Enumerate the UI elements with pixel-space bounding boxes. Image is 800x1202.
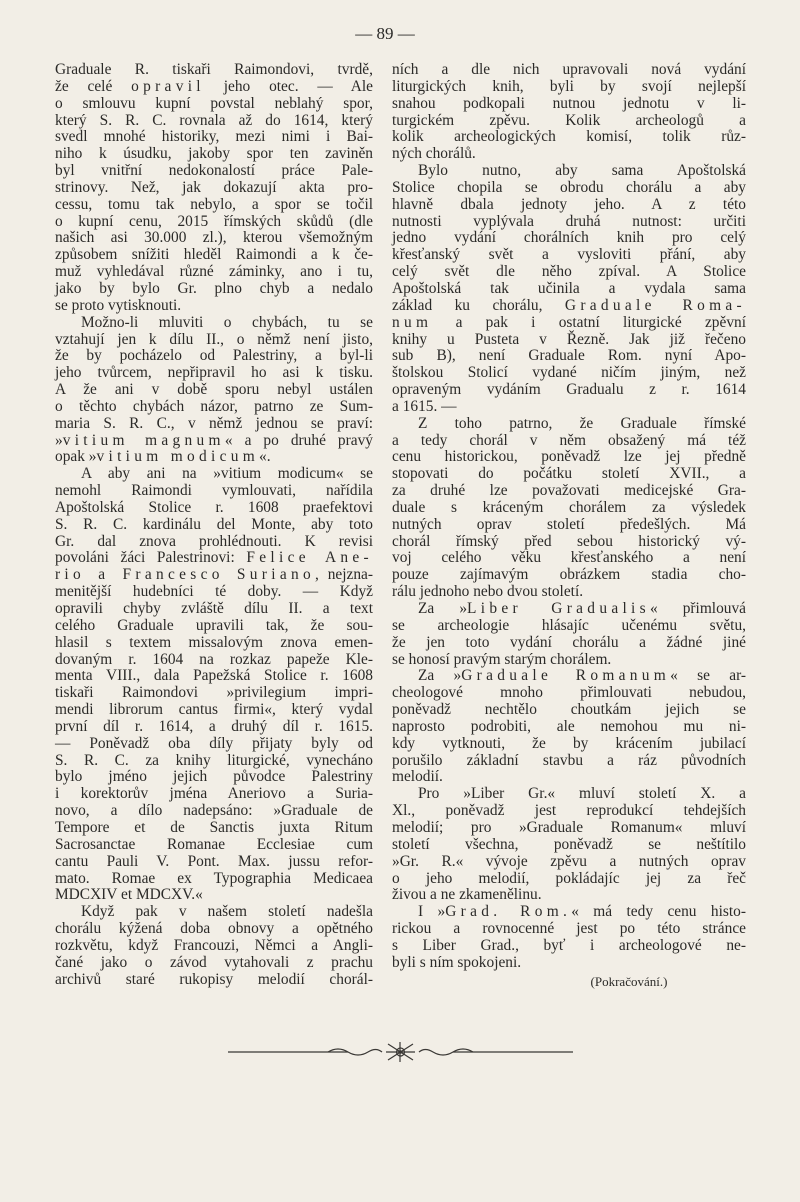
text-line: Z toho patrno, že Graduale římské — [418, 414, 746, 432]
text-segment: « přimlouvá — [649, 600, 746, 617]
text-line: Apoštolská Stolice r. 1608 praefektovi — [55, 498, 373, 516]
text-line: bylo jméno jejich původce Palestriny — [55, 768, 373, 786]
text-line: porušilo základní stavbu a ráz původních — [392, 751, 746, 769]
text-line: melodií. — [392, 768, 443, 786]
text-line: opraveným vydáním Gradualu z r. 1614 — [392, 381, 746, 399]
text-line: se proto vytisknouti. — [55, 296, 182, 314]
paragraph — [392, 163, 746, 416]
text-line: S. R. C. kardinálu del Monte, aby toto — [55, 515, 373, 533]
text-line: cessu, tomu tak nebylo, a spor se točil — [55, 195, 373, 213]
text-line — [392, 668, 746, 685]
text-line: cantu Pauli V. Pont. Max. jussu refor- — [55, 852, 373, 870]
text-line: muž vyhledával různé záminky, ano i tu, — [55, 263, 373, 281]
text-line — [392, 315, 746, 332]
text-segment: Za » — [418, 600, 468, 617]
text-line: první díl r. 1614, a druhý díl r. 1615. — [55, 717, 373, 735]
paragraph — [392, 601, 746, 668]
text-line: archivů staré rukopisy melodií chorál- — [55, 970, 373, 988]
text-line: Možno-li mluviti o chybách, tu se — [81, 313, 373, 331]
text-line: mendi librorum cantus firmi«, který vydal — [55, 701, 373, 719]
text-line: a tedy chorál v něm obsažený má též — [392, 431, 746, 449]
text-line: Stolice chopila se obrodu chorálu a aby — [392, 178, 746, 196]
text-segment: « se ar- — [670, 667, 747, 685]
text-segment: jeho otec. — Ale — [204, 77, 373, 95]
text-segment: základ ku chorálu, — [392, 296, 565, 314]
text-line: i korektorův jména Aneriovo a Suria- — [55, 785, 373, 803]
text-line: strinovy. Než, jak dokazují akta pro- — [55, 178, 373, 196]
text-line: jeho tvůrcem, nepřipravil ho asi k tisku. — [55, 364, 373, 382]
text-line — [55, 567, 373, 584]
text-line: cenu historickou, poněvadž lze jej předně — [392, 448, 746, 466]
text-line: duale s kráceným chorálem za výsledek — [392, 498, 746, 516]
text-line: Graduale R. tiskaři Raimondovi, tvrdě, — [55, 61, 373, 78]
text-line: o jeho melodií, pokládajíc jej za řeč — [392, 869, 746, 887]
text-line: že jen toto vydání chorálu a žádné jiné — [392, 633, 746, 651]
left-column — [55, 62, 373, 988]
text-segment: povoláni žáci Palestrinovi: — [55, 549, 247, 567]
text-line: liturgických knih, byli by svojí nejlepší — [392, 77, 746, 95]
text-line: hlasil s textem missalovým znova emen- — [55, 633, 373, 651]
paragraph — [392, 416, 746, 601]
text-line: S. R. C. za knihy liturgické, vynecháno — [55, 751, 373, 769]
text-line: A aby ani na »vitium modicum« se — [81, 465, 373, 483]
text-line: živou a ne zkamenělinu. — [392, 886, 542, 904]
text-segment: a pak i ostatní liturgické zpěvní — [432, 313, 746, 331]
text-line — [392, 601, 746, 618]
text-line — [392, 904, 746, 921]
text-line — [392, 298, 746, 315]
text-line: menta VIII., dala Papežská Stolice r. 1608 — [55, 667, 373, 685]
text-line: celý svět dle něho zpíval. A Stolice — [392, 263, 746, 281]
text-line: knihy u Pusteta v Řezně. Jak již řečeno — [392, 330, 746, 348]
text-line: hlavně dbala jednoty jeho. A z této — [392, 195, 746, 213]
text-segment: že celé — [55, 77, 132, 95]
paragraph — [55, 62, 373, 315]
text-line: století všechna, poněvadž se neštítilo — [392, 835, 746, 853]
text-line: MDCXIV et MDCXV.« — [55, 886, 203, 904]
text-line: nutných oprav století předešlých. Má — [392, 515, 746, 533]
text-line: křesťanský svět a vysloviti přání, aby — [392, 246, 746, 264]
text-line: kdy vytknouti, že by krácením jubilací — [392, 734, 746, 752]
text-line: sub B), není Graduale Rom. nyní Apo- — [392, 347, 746, 365]
text-line: Sacrosanctae Romanae Ecclesiae cum — [55, 835, 373, 853]
text-line: štolskou Stolicí vydané ničím jiným, než — [392, 364, 746, 382]
spaced-emphasis: Grad. Rom. — [445, 903, 572, 921]
paragraph — [392, 904, 746, 971]
text-line: se honosí pravým starým chorálem. — [392, 650, 612, 668]
text-line: cheologové mnoho přimlouvati nebudou, — [392, 684, 746, 702]
text-line: kolik archeologických komisí, tolik růz- — [392, 128, 746, 146]
spaced-emphasis: opravil — [131, 77, 205, 95]
text-line: rozkvětu, když Francouzi, Němci a Angli- — [55, 936, 373, 954]
text-line — [55, 79, 373, 96]
text-line: stopovati do počátku století XVII., a — [392, 465, 746, 483]
text-line: nutnosti vyplývala druhá nutnost: určiti — [392, 212, 746, 230]
spaced-emphasis: vitium magnum — [62, 431, 225, 449]
text-line: Apoštolská tak učinila a vydala sama — [392, 279, 746, 297]
text-line: maria S. R. C., v němž jednou se praví: — [55, 414, 373, 432]
text-line: turgickém zpěvu. Kolik archeologů a — [392, 111, 746, 129]
text-segment: Za » — [418, 667, 462, 685]
paragraph — [55, 466, 373, 904]
text-line: voj celého věku křesťanského a není — [392, 549, 746, 567]
spaced-emphasis: Graduale Romanum — [461, 667, 671, 685]
text-segment: « má tedy cenu histo- — [571, 903, 746, 921]
text-line — [55, 449, 373, 466]
text-line: — Poněvadž oba díly přijaty byly od — [55, 734, 373, 752]
text-line: A že ani v době sporu nebyl ustálen — [55, 381, 373, 399]
spaced-emphasis: vitium modicum — [96, 448, 260, 466]
text-line: menitější hudebníci té doby. — Když — [55, 583, 373, 601]
text-line: opravili chyby zvláště dílu II. a text — [55, 600, 373, 617]
text-line: chorál římský před sebou historický vý- — [392, 532, 746, 550]
text-line: jako by bylo Gr. plno chyb a nedalo — [55, 279, 373, 297]
paragraph — [392, 786, 746, 904]
text-line: Pro »Liber Gr.« mluví století X. a — [418, 785, 746, 803]
spaced-emphasis: Graduale Roma- — [564, 296, 746, 314]
spaced-emphasis: num — [392, 313, 433, 331]
paragraph — [55, 315, 373, 467]
text-line — [55, 550, 373, 567]
text-segment: I » — [418, 903, 446, 921]
text-line: o kupní cenu, 2015 římských skůdů (dle — [55, 212, 373, 230]
text-line: rálu jednoho nebo dvou století. — [392, 583, 584, 601]
text-line: chorálu kýžená doba obnovy a opětného — [55, 920, 373, 938]
text-segment: «. — [259, 448, 271, 466]
paragraph — [55, 904, 373, 988]
continuation-note: (Pokračování.) — [590, 973, 668, 989]
text-line: novo, a dílo nadepsáno: »Graduale de — [55, 802, 373, 820]
text-line — [55, 433, 373, 450]
text-line: Když pak v našem století nadešla — [81, 903, 373, 921]
page-number: — 89 — — [355, 24, 415, 43]
text-line: ních a dle nich upravovali nová vydání — [392, 61, 746, 78]
text-segment: , nejzna- — [314, 566, 373, 584]
text-line: nemohl Raimondi vymlouvati, nařídila — [55, 482, 373, 500]
right-column — [392, 62, 746, 990]
text-line: že by pocházelo od Palestriny, a byl-li — [55, 347, 373, 365]
text-line: poněvadž nechtělo choutkám jejich se — [392, 701, 746, 719]
text-segment: » — [55, 431, 63, 449]
text-line: se archeologie hlásajíc učenému světu, — [392, 616, 746, 634]
text-line: našich asi 30.000 zl.), kterou všemožným — [55, 229, 373, 247]
text-line: Xl., poněvadž jest reprodukcí tehdejších — [392, 802, 746, 820]
text-line: způsobem snížiti hleděl Raimondi a k če- — [55, 246, 373, 264]
text-line: za druhé lze považovati medicejské Gra- — [392, 482, 746, 500]
text-line: Bylo nutno, aby sama Apoštolská — [418, 162, 746, 180]
text-line: celého Graduale upravili tak, že sou- — [55, 616, 373, 634]
text-line: melodií; pro »Graduale Romanum« mluví — [392, 818, 746, 836]
text-line: naprosto podrobiti, ale nemohou mu ni- — [392, 717, 746, 735]
paragraph — [392, 668, 746, 786]
text-line: tiskaři Raimondovi »privilegium impri- — [55, 684, 373, 702]
spaced-emphasis: Felice Ane- — [246, 549, 373, 567]
fleuron-divider-ornament — [228, 1040, 573, 1064]
text-segment: opak » — [55, 448, 97, 466]
text-line: rickou a rovnocenné jest po této stránce — [392, 920, 746, 938]
text-line: a 1615. — — [392, 397, 457, 415]
text-line: o smlouvu kupní povstal neblahý spor, — [55, 94, 373, 112]
text-line: čané jako o závod vytahovali z prachu — [55, 953, 373, 971]
text-line: s Liber Grad., byť i archeologové ne- — [392, 936, 746, 954]
text-segment: « a po druhé pravý — [224, 431, 373, 449]
spaced-emphasis: rio a Francesco Suriano — [55, 566, 315, 584]
text-line: Gr. dal znova prohlédnouti. K revisi — [55, 532, 373, 550]
text-line: o těchto chybách názor, patrno ze Sum- — [55, 397, 373, 415]
text-line: »Gr. R.« vývoje zpěvu a nutných oprav — [392, 852, 746, 870]
text-line: byl vnitřní nedokonalostí práce Pale- — [55, 162, 373, 180]
text-line: pouze zajímavým obrázkem stadia cho- — [392, 566, 746, 584]
text-line: který S. R. C. rovnala až do 1614, který — [55, 111, 373, 129]
text-line: Tempore et de Sanctis juxta Ritum — [55, 818, 373, 836]
text-line: svedl mnohé historiky, mezi nimi i Bai- — [55, 128, 373, 146]
text-line: mato. Romae ex Typographia Medicaea — [55, 869, 373, 887]
text-line: jedno vydání chorálních knih pro celý — [392, 229, 746, 247]
text-line: snahou podkopali nutnou jednotu v li- — [392, 94, 746, 112]
text-line: byli s ním spokojeni. — [392, 953, 522, 971]
paragraph — [392, 62, 746, 163]
text-line: dovaným r. 1604 na rozkaz papeže Kle- — [55, 650, 373, 668]
text-line: vztahují jen k dílu II., o němž není jisto, — [55, 330, 373, 348]
spaced-emphasis: Liber Gradualis — [467, 600, 650, 617]
text-line: ných chorálů. — [392, 145, 476, 163]
text-line: niho k úsudku, jakoby spor ten zaviněn — [55, 145, 373, 163]
